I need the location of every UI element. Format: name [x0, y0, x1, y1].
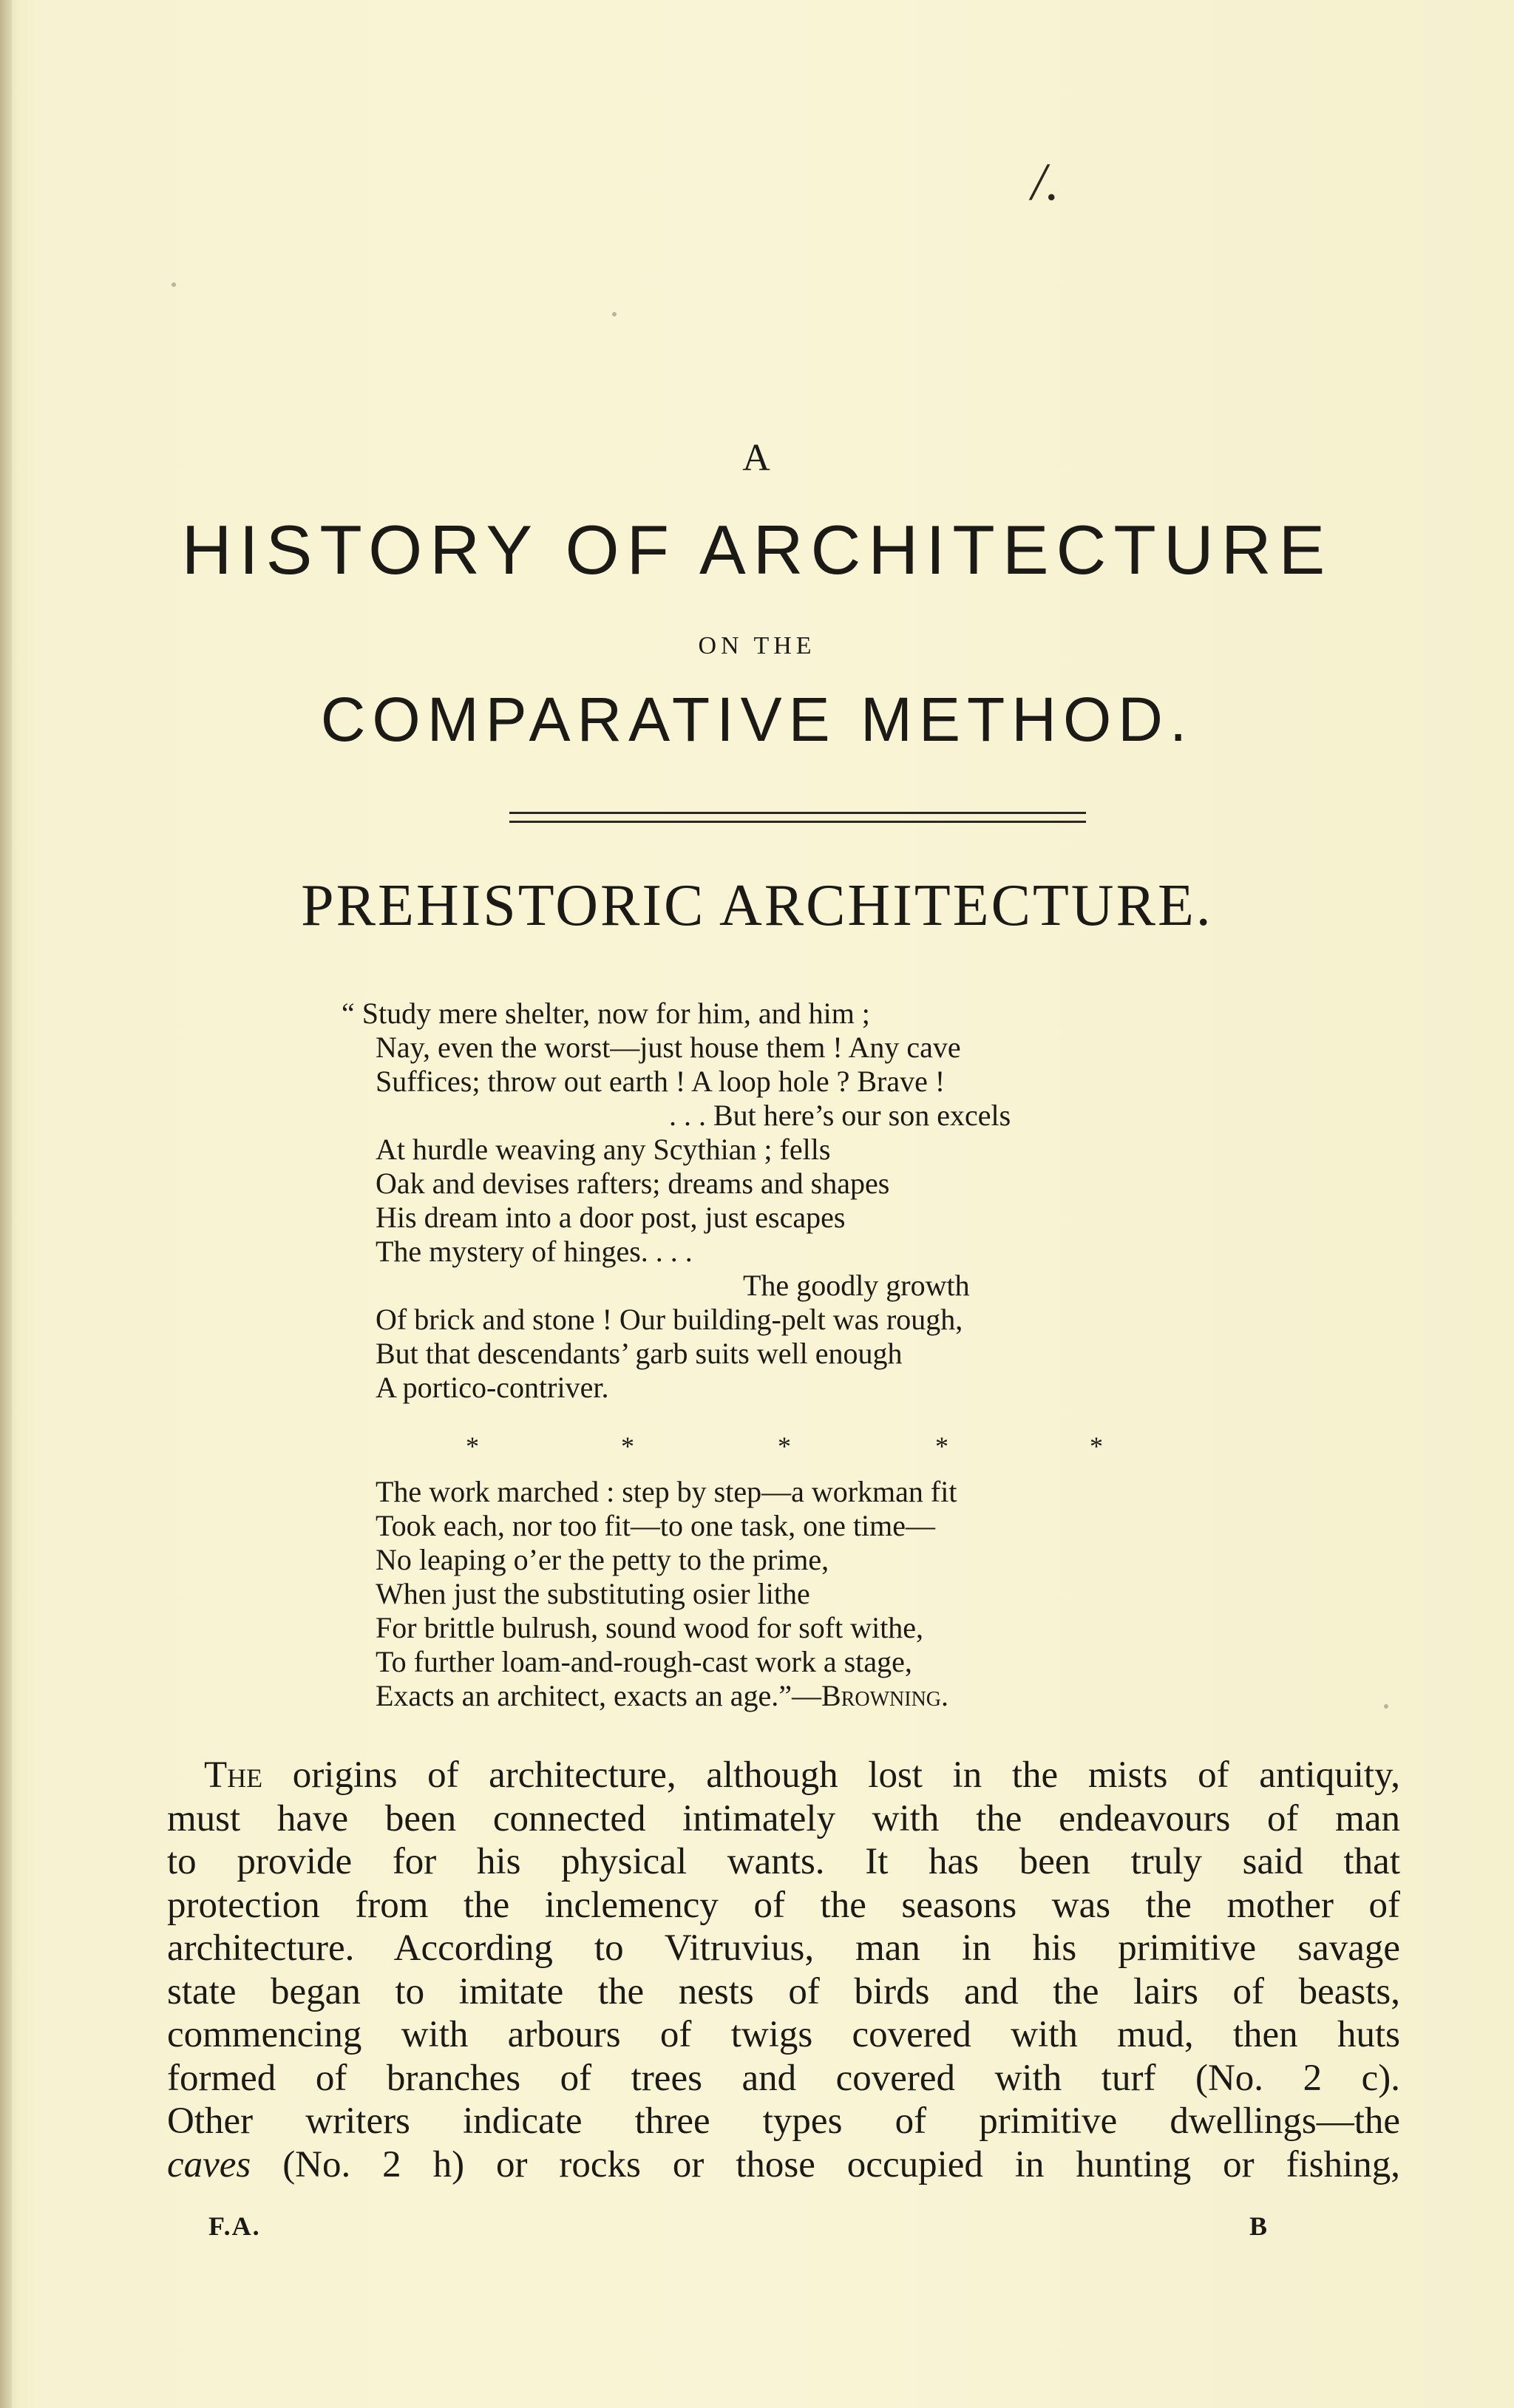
- poem-line: Took each, nor too fit—to one task, one time—: [376, 1509, 936, 1542]
- star-glyph: *: [935, 1431, 948, 1461]
- body-line: to provide for his physical wants. It has been truly said that: [167, 1841, 1400, 1882]
- body-line: formed of branches of trees and covered with turf (No. 2 c).: [167, 2057, 1400, 2099]
- poem-attribution: Browning.: [821, 1679, 949, 1712]
- signature-mark-left: F.A.: [208, 2211, 261, 2241]
- poem-line: Nay, even the worst—just house them ! Any cave: [376, 1031, 961, 1064]
- body-line: commencing with arbours of twigs covered with mud, then huts: [167, 2014, 1400, 2055]
- body-paragraph: [167, 1754, 1400, 2186]
- title-rule-bottom: [509, 821, 1086, 823]
- signature-mark-right: B: [1249, 2211, 1268, 2241]
- poem-ellipsis-stars: [0, 1431, 1514, 1468]
- poem-line: But that descendants’ garb suits well enough: [376, 1337, 903, 1370]
- title-subtitle: COMPARATIVE METHOD.: [320, 685, 1194, 754]
- section-heading: PREHISTORIC ARCHITECTURE.: [301, 873, 1213, 938]
- poem-line: Of brick and stone ! Our building-pelt was rough,: [376, 1303, 963, 1336]
- poem-line: The work marched : step by step—a workman fit: [376, 1475, 957, 1508]
- poem-line: A portico-contriver.: [376, 1371, 609, 1404]
- poem-line-final: [376, 1679, 948, 1713]
- body-line: state began to imitate the nests of birds and the lairs of beasts,: [167, 1970, 1400, 2012]
- poem-line: For brittle bulrush, sound wood for soft withe,: [376, 1611, 924, 1644]
- body-line: protection from the inclemency of the seasons was the mother of: [167, 1884, 1400, 1926]
- paper-speck: [612, 312, 617, 316]
- poem-line: At hurdle weaving any Scythian ; fells: [376, 1133, 831, 1166]
- drop-initial: T: [204, 1754, 228, 1796]
- poem-line: His dream into a door post, just escapes: [376, 1201, 846, 1234]
- body-line: [167, 1754, 1400, 1797]
- first-word-rest: he: [227, 1754, 263, 1796]
- body-line-text: (No. 2 h) or rocks or those occupied in hunting or fishing,: [251, 2143, 1400, 2185]
- paper-speck: [1384, 1704, 1388, 1709]
- body-line: Other writers indicate three types of primitive dwellings—the: [167, 2100, 1400, 2142]
- title-article: A: [742, 437, 772, 479]
- body-line: must have been connected intimately with the endeavours of man: [167, 1797, 1400, 1839]
- poem-line: Oak and devises rafters; dreams and shapes: [376, 1167, 890, 1200]
- star-glyph: *: [1090, 1431, 1103, 1461]
- star-glyph: *: [621, 1431, 634, 1461]
- poem-line: To further loam-and-rough-cast work a stage,: [376, 1645, 912, 1678]
- title-main: HISTORY OF ARCHITECTURE: [181, 511, 1333, 589]
- body-line-text: origins of architecture, although lost in the mists of antiquity,: [262, 1754, 1400, 1796]
- body-line: [167, 2143, 1400, 2187]
- poem-line: When just the substituting osier lithe: [376, 1577, 810, 1610]
- poem-line-text: Exacts an architect, exacts an age.”—: [376, 1679, 822, 1712]
- title-rule-top: [509, 812, 1086, 814]
- star-glyph: *: [466, 1431, 479, 1461]
- poem-line: The mystery of hinges. . . .: [376, 1235, 693, 1268]
- poem-line: The goodly growth: [743, 1269, 970, 1302]
- title-connector: ON THE: [698, 632, 816, 659]
- star-glyph: *: [778, 1431, 791, 1461]
- poem-line: . . . But here’s our son excels: [669, 1099, 1011, 1132]
- folio-mark: /.: [1031, 152, 1060, 211]
- poem-line: No leaping o’er the petty to the prime,: [376, 1543, 829, 1576]
- poem-line: “ Study mere shelter, now for him, and him ;: [342, 997, 870, 1030]
- binding-edge: [0, 0, 12, 2408]
- paper-speck: [172, 282, 176, 287]
- poem-line: Suffices; throw out earth ! A loop hole ? Brave !: [376, 1065, 946, 1098]
- italic-term: caves: [167, 2143, 251, 2185]
- body-line: architecture. According to Vitruvius, man in his primitive savage: [167, 1927, 1400, 1969]
